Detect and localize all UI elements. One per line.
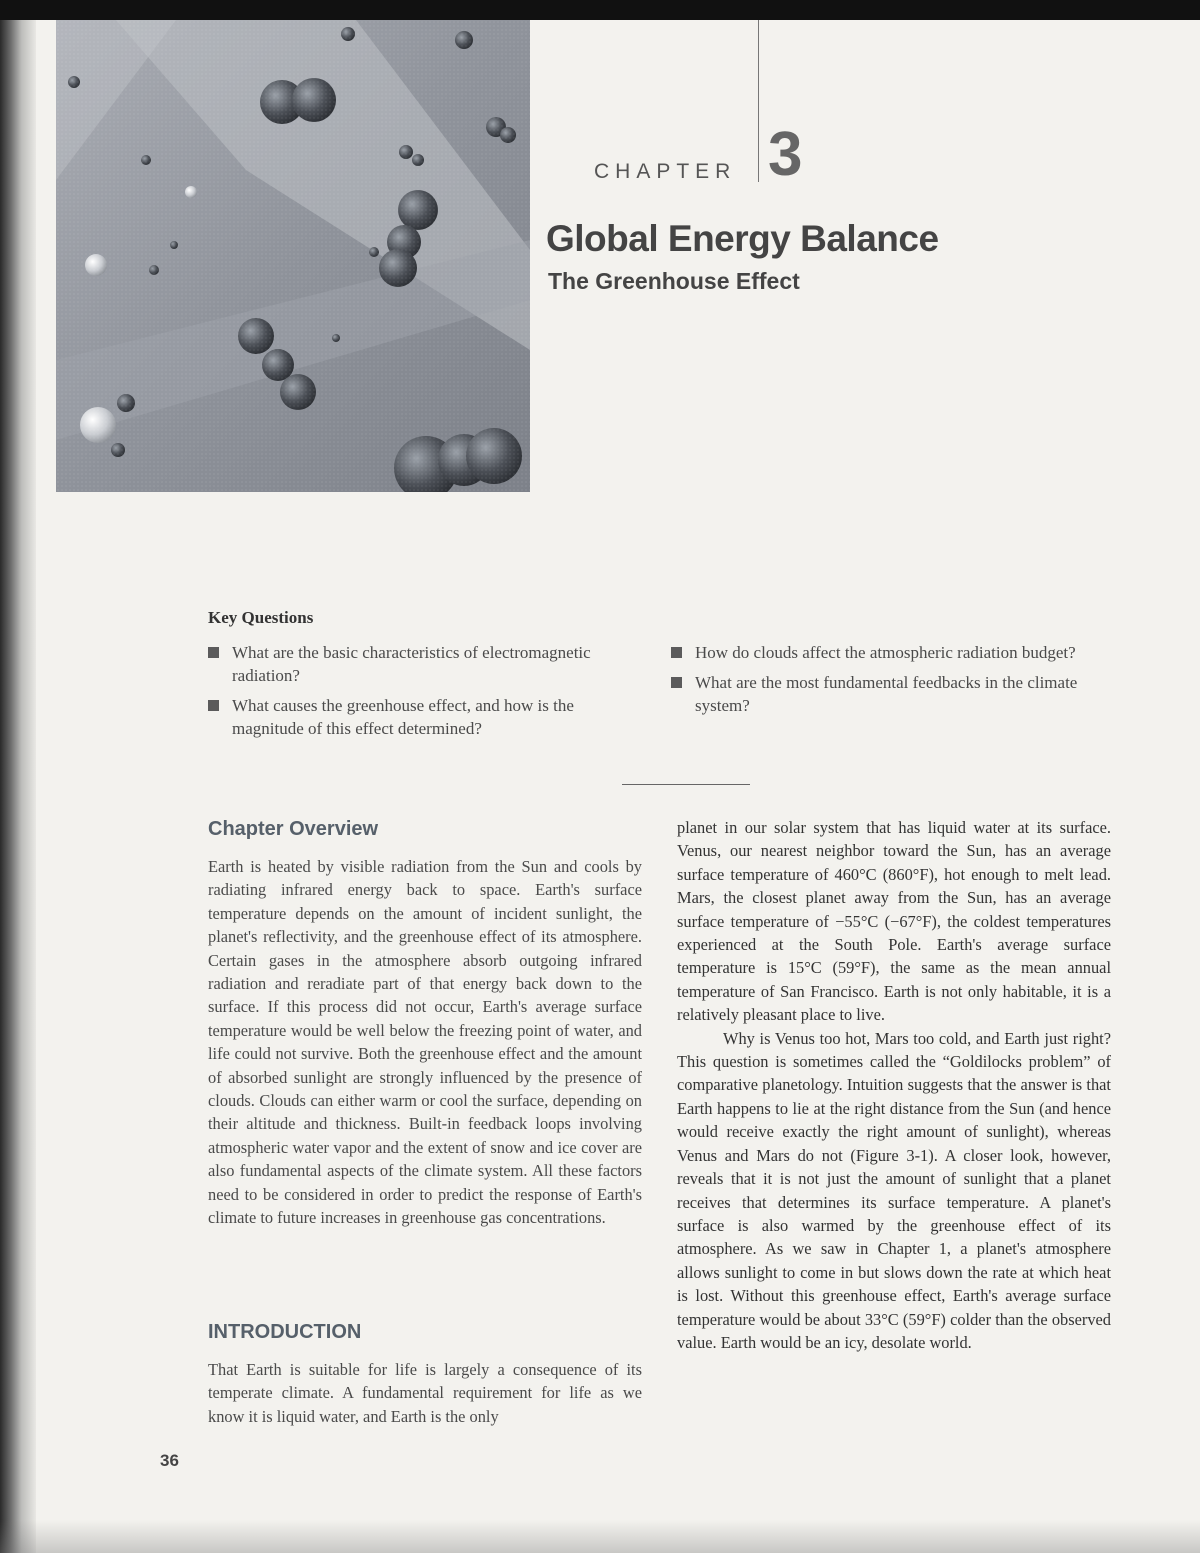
key-question-item — [208, 694, 648, 740]
key-question-item — [208, 641, 648, 687]
key-question-item — [671, 641, 1111, 664]
chapter-opener-image — [56, 20, 530, 492]
bullet-square-icon — [671, 677, 682, 688]
key-question-item — [671, 671, 1111, 717]
key-question-text: What are the most fundamental feedbacks in the climate system? — [695, 673, 1078, 715]
chapter-title: Global Energy Balance — [546, 218, 939, 259]
scan-bottom-shadow — [0, 1520, 1200, 1553]
bullet-square-icon — [671, 647, 682, 658]
molecules-illustration — [56, 20, 530, 492]
bullet-square-icon — [208, 647, 219, 658]
bullet-square-icon — [208, 700, 219, 711]
overview-text: Earth is heated by visible radiation from the Sun and cools by radiating infrared energy back to space. Earth's surface temperature depends on the amount of incident sunlight, the planet's reflectivity, and the greenhouse effect of its atmosphere. Certain gases in the atmosphere absorb outgoing infrared radiation and reradiate part of that energy back down to the surface. If this process did not occur, Earth's average surface temperature would be well below the freezing point of water, and life could not survive. Both the greenhouse effect and the amount of absorbed sunlight are strongly influenced by the presence of clouds. Clouds can either warm or cool the surface, depending on their altitude and thickness. Built-in feedback loops involving atmospheric water vapor and the extent of snow and ice cover are also fundamental aspects of the climate system. All these factors need to be considered in order to predict the response of Earth's climate to future increases in greenhouse gas concentrations. — [208, 857, 642, 1228]
introduction-text: That Earth is suitable for life is largely a consequence of its temperate climate. A fundamental requirement for life as we know it is liquid water, and Earth is the only — [208, 1360, 642, 1426]
page-number: 36 — [160, 1451, 179, 1470]
key-questions-heading: Key Questions — [208, 608, 314, 627]
book-spine-shadow — [0, 20, 36, 1553]
right-paragraph-2: Why is Venus too hot, Mars too cold, and Earth just right? This question is sometimes called the “Goldilocks problem” of comparative planetology. Intuition suggests that the answer is that Earth happens to lie at the right distance from the Sun (and hence would receive exactly the right amount of sunlight), whereas Venus and Mars do not (Figure 3-1). A closer look, however, reveals that it is not just the amount of sunlight that a planet receives that determines its surface temperature. A planet's surface is also warmed by the greenhouse effect of its atmosphere. As we saw in Chapter 1, a planet's atmosphere allows sunlight to come in but slows down the rate at which heat is lost. Without this greenhouse effect, Earth's average surface temperature would be about 33°C (59°F) colder than the observed value. Earth would be an icy, desolate world. — [677, 1028, 1111, 1352]
introduction-heading: INTRODUCTION — [208, 1321, 362, 1343]
section-divider — [622, 784, 750, 785]
chapter-label: CHAPTER — [594, 160, 737, 183]
key-questions-right — [671, 641, 1111, 724]
key-question-text: How do clouds affect the atmospheric radiation budget? — [695, 643, 1076, 662]
chapter-subtitle: The Greenhouse Effect — [548, 268, 800, 294]
scan-top-band — [0, 0, 1200, 20]
overview-heading: Chapter Overview — [208, 818, 379, 840]
chapter-rule — [758, 20, 759, 182]
key-question-text: What causes the greenhouse effect, and how is the magnitude of this effect determined? — [232, 696, 574, 738]
chapter-number: 3 — [768, 120, 803, 189]
key-question-text: What are the basic characteristics of electromagnetic radiation? — [232, 643, 591, 685]
right-column — [677, 816, 1111, 1354]
right-paragraph-1: planet in our solar system that has liquid water at its surface. Venus, our nearest neighbor toward the Sun, has an average surface temperature of 460°C (860°F), hot enough to melt lead. Mars, the closest planet away from the Sun, has an average surface temperature of −55°C (−67°F), the coldest temperatures experienced at the South Pole. Earth's average surface temperature is 15°C (59°F), the same as the mean annual temperature of San Francisco. Earth is not only habitable, it is a relatively pleasant place to live. — [677, 818, 1111, 1025]
key-questions-left — [208, 641, 648, 747]
